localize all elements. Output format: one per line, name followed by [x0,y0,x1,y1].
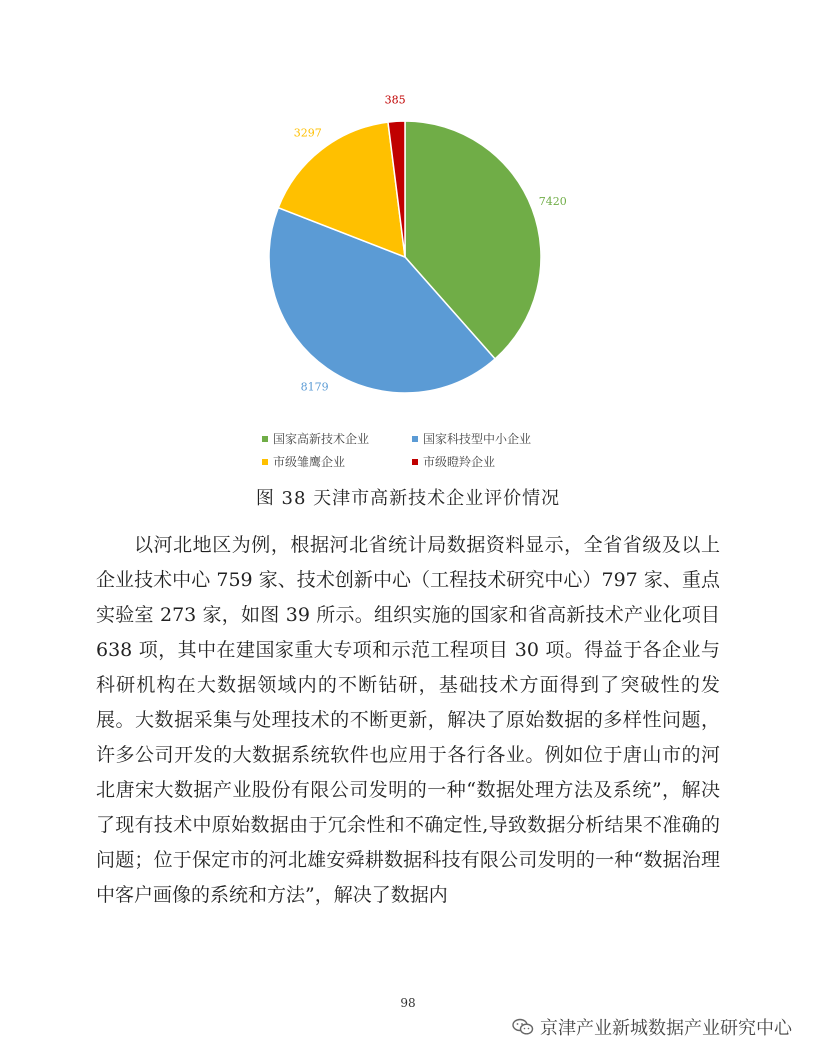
legend-item-3 [412,453,562,470]
legend-item-1 [412,430,562,447]
legend-item-0 [262,430,412,447]
legend-label-2: 市级雏鹰企业 [273,455,346,469]
watermark [512,1014,792,1040]
body-paragraph: 以河北地区为例，根据河北省统计局数据资料显示，全省省级及以上企业技术中心 759 家、技术创新中心（工程技术研究中心）797 家、重点实验室 273 家，如图 39 所示。组织实施的国家和省高新技术产业化项目 638 项，其中在建国家重大专项和示范工程项目 30 项。得益于各企业与科研机构在大数据领域内的不断钻研，基础技术方面得到了突破性的发展。大数据采集与处理技术的不断更新，解决了原始数据的多样性问题，许多公司开发的大数据系统软件也应用于各行各业。例如位于唐山市的河北唐宋大数据产业股份有限公司发明的一种“数据处理方法及系统”，解决了现有技术中原始数据由于冗余性和不确定性,导致数据分析结果不准确的问题；位于保定市的河北雄安舜耕数据科技有限公司发明的一种“数据治理中客户画像的系统和方法”，解决了数据内 [96,534,720,906]
legend-swatch-2 [262,459,268,465]
legend-label-1: 国家科技型中小企业 [423,432,532,446]
pie-slice-label-1: 8179 [300,380,329,394]
wechat-icon [512,1018,534,1036]
watermark-text: 京津产业新城数据产业研究中心 [540,1018,792,1039]
legend-label-0: 国家高新技术企业 [273,432,370,446]
legend-item-2 [262,453,412,470]
page-number: 98 [400,996,416,1010]
pie-slice-label-2: 3297 [293,126,322,140]
figure-caption: 图 38 天津市高新技术企业评价情况 [255,488,561,509]
legend-swatch-3 [412,459,418,465]
legend-label-3: 市级瞪羚企业 [423,455,496,469]
pie-slices [269,121,541,393]
pie-slice-label-3: 385 [384,93,406,107]
legend-swatch-1 [412,436,418,442]
pie-slice-label-0: 7420 [538,195,567,209]
chart-legend [262,430,562,470]
legend-swatch-0 [262,436,268,442]
pie-chart [250,93,567,405]
